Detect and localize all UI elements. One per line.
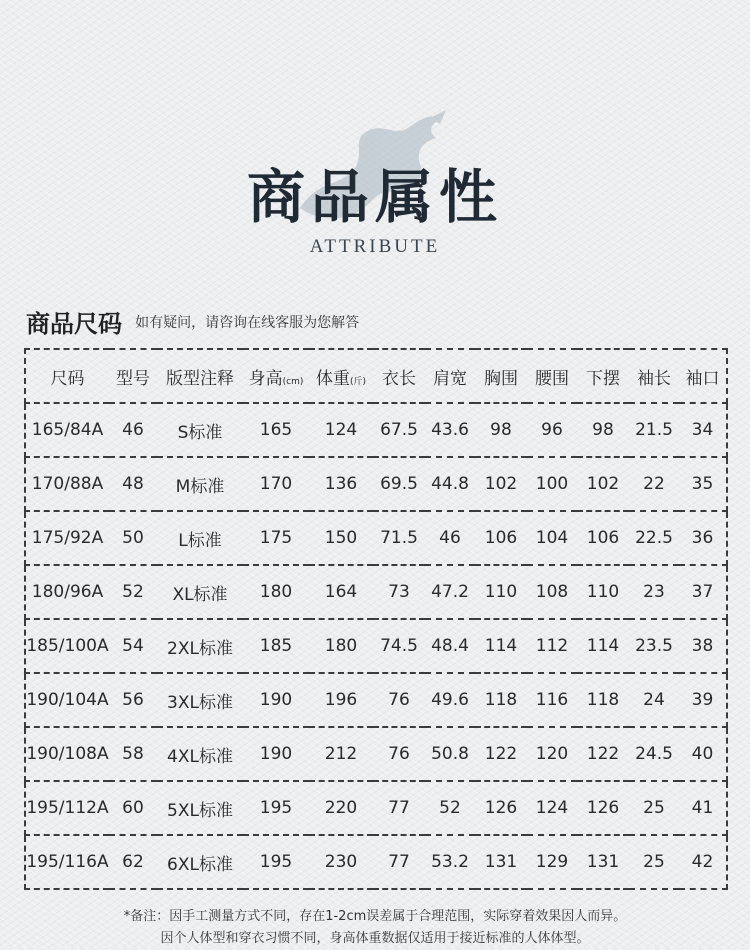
table-cell: 112 <box>527 619 577 673</box>
column-header <box>577 349 629 403</box>
table-cell: 49.6 <box>425 673 475 727</box>
table-cell: 195 <box>243 781 309 835</box>
table-cell: 40 <box>679 727 727 781</box>
table-cell: 116 <box>527 673 577 727</box>
table-cell: 53.2 <box>425 835 475 889</box>
column-header-unit: (cm) <box>282 376 304 387</box>
table-cell: 122 <box>577 727 629 781</box>
table-cell: 52 <box>109 565 157 619</box>
table-row <box>25 781 727 835</box>
table-row <box>25 511 727 565</box>
table-cell: 124 <box>527 781 577 835</box>
table-cell: 34 <box>679 403 727 457</box>
column-header <box>373 349 425 403</box>
table-cell: 106 <box>577 511 629 565</box>
table-cell: 6XL标准 <box>157 835 243 889</box>
table-cell: 131 <box>577 835 629 889</box>
table-cell: 185 <box>243 619 309 673</box>
table-cell: 50 <box>109 511 157 565</box>
table-cell: 96 <box>527 403 577 457</box>
table-cell: 118 <box>577 673 629 727</box>
table-cell: 52 <box>425 781 475 835</box>
table-cell: 136 <box>309 457 373 511</box>
table-cell: 180 <box>309 619 373 673</box>
table-cell: 71.5 <box>373 511 425 565</box>
table-cell: 122 <box>475 727 527 781</box>
table-cell: 25 <box>629 835 679 889</box>
table-cell: 195/116A <box>25 835 109 889</box>
column-header-label: 尺码 <box>50 368 85 389</box>
table-cell: 175 <box>243 511 309 565</box>
table-row <box>25 457 727 511</box>
table-cell: 74.5 <box>373 619 425 673</box>
table-cell: 22 <box>629 457 679 511</box>
table-cell: 98 <box>475 403 527 457</box>
column-header-label: 胸围 <box>484 368 518 389</box>
table-cell: 77 <box>373 835 425 889</box>
table-cell: 110 <box>577 565 629 619</box>
table-cell: L标准 <box>157 511 243 565</box>
table-cell: 56 <box>109 673 157 727</box>
table-cell: 190 <box>243 727 309 781</box>
table-cell: 3XL标准 <box>157 673 243 727</box>
page-title: 商品属性 <box>246 163 503 231</box>
table-cell: 67.5 <box>373 403 425 457</box>
table-cell: 54 <box>109 619 157 673</box>
table-cell: XL标准 <box>157 565 243 619</box>
table-cell: 60 <box>109 781 157 835</box>
table-cell: 120 <box>527 727 577 781</box>
table-cell: 212 <box>309 727 373 781</box>
table-cell: 196 <box>309 673 373 727</box>
table-cell: 24.5 <box>629 727 679 781</box>
table-cell: 165 <box>243 403 309 457</box>
table-cell: 220 <box>309 781 373 835</box>
table-cell: 39 <box>679 673 727 727</box>
table-cell: 76 <box>373 673 425 727</box>
column-header-label: 体重 <box>315 368 350 389</box>
table-cell: 22.5 <box>629 511 679 565</box>
table-cell: 190 <box>243 673 309 727</box>
table-cell: 118 <box>475 673 527 727</box>
table-cell: 114 <box>475 619 527 673</box>
table-cell: 104 <box>527 511 577 565</box>
table-cell: 102 <box>577 457 629 511</box>
table-cell: 175/92A <box>25 511 109 565</box>
table-cell: 170/88A <box>25 457 109 511</box>
table-cell: 76 <box>373 727 425 781</box>
table-cell: 47.2 <box>425 565 475 619</box>
column-header <box>25 349 109 403</box>
table-cell: 35 <box>679 457 727 511</box>
table-cell: 42 <box>679 835 727 889</box>
column-header-label: 腰围 <box>535 368 569 389</box>
table-cell: 44.8 <box>425 457 475 511</box>
section-header <box>26 304 359 339</box>
table-cell: 110 <box>475 565 527 619</box>
table-cell: 77 <box>373 781 425 835</box>
table-cell: 180 <box>243 565 309 619</box>
column-header-unit: (斤) <box>349 376 367 387</box>
table-cell: 43.6 <box>425 403 475 457</box>
column-header <box>157 349 243 403</box>
table-cell: M标准 <box>157 457 243 511</box>
table-cell: 131 <box>475 835 527 889</box>
column-header-label: 型号 <box>116 368 150 389</box>
table-cell: 165/84A <box>25 403 109 457</box>
table-cell: 62 <box>109 835 157 889</box>
table-cell: 58 <box>109 727 157 781</box>
table-row <box>25 673 727 727</box>
table-cell: 46 <box>109 403 157 457</box>
column-header <box>425 349 475 403</box>
column-header-label: 身高 <box>248 368 283 389</box>
table-cell: 170 <box>243 457 309 511</box>
table-cell: 48.4 <box>425 619 475 673</box>
column-header <box>309 349 373 403</box>
column-header-label: 版型注释 <box>166 368 234 389</box>
table-cell: 102 <box>475 457 527 511</box>
table-cell: 150 <box>309 511 373 565</box>
table-cell: 230 <box>309 835 373 889</box>
table-cell: 50.8 <box>425 727 475 781</box>
column-header <box>527 349 577 403</box>
table-cell: 36 <box>679 511 727 565</box>
table-cell: 190/108A <box>25 727 109 781</box>
table-cell: 73 <box>373 565 425 619</box>
section-note: 如有疑问，请咨询在线客服为您解答 <box>135 314 360 331</box>
table-cell: 195/112A <box>25 781 109 835</box>
table-header-row <box>25 349 727 403</box>
table-cell: 164 <box>309 565 373 619</box>
table-cell: 126 <box>475 781 527 835</box>
table-cell: 190/104A <box>25 673 109 727</box>
table-cell: 23 <box>629 565 679 619</box>
table-cell: 46 <box>425 511 475 565</box>
column-header <box>475 349 527 403</box>
column-header-label: 袖长 <box>637 368 671 389</box>
column-header-label: 袖口 <box>685 368 720 389</box>
table-cell: 37 <box>679 565 727 619</box>
table-cell: 48 <box>109 457 157 511</box>
table-cell: 21.5 <box>629 403 679 457</box>
table-cell: 106 <box>475 511 527 565</box>
table-cell: 25 <box>629 781 679 835</box>
table-cell: 2XL标准 <box>157 619 243 673</box>
column-header <box>243 349 309 403</box>
table-cell: 69.5 <box>373 457 425 511</box>
section-title: 商品尺码 <box>26 310 122 338</box>
table-cell: 4XL标准 <box>157 727 243 781</box>
column-header <box>679 349 727 403</box>
table-cell: 38 <box>679 619 727 673</box>
table-cell: S标准 <box>157 403 243 457</box>
table-row <box>25 403 727 457</box>
table-cell: 100 <box>527 457 577 511</box>
size-table <box>24 348 728 890</box>
table-cell: 124 <box>309 403 373 457</box>
table-cell: 5XL标准 <box>157 781 243 835</box>
column-header <box>109 349 157 403</box>
column-header-label: 下摆 <box>586 368 620 389</box>
table-cell: 108 <box>527 565 577 619</box>
table-cell: 41 <box>679 781 727 835</box>
table-row <box>25 565 727 619</box>
column-header-label: 衣长 <box>382 368 416 389</box>
footnote-line-1: *备注：因手工测量方式不同，存在1-2cm误差属于合理范围，实际穿着效果因人而异。 <box>123 909 627 924</box>
table-row <box>25 619 727 673</box>
table-row <box>25 727 727 781</box>
table-cell: 129 <box>527 835 577 889</box>
footnote-line-2: 因个人体型和穿衣习惯不同，身高体重数据仅适用于接近标准的人体体型。 <box>160 931 590 946</box>
table-cell: 185/100A <box>25 619 109 673</box>
table-cell: 24 <box>629 673 679 727</box>
table-cell: 23.5 <box>629 619 679 673</box>
footnote <box>0 906 750 950</box>
table-cell: 114 <box>577 619 629 673</box>
table-row <box>25 835 727 889</box>
column-header-label: 肩宽 <box>433 368 467 389</box>
column-header <box>629 349 679 403</box>
table-cell: 126 <box>577 781 629 835</box>
page-subtitle: ATTRIBUTE <box>309 236 441 257</box>
table-cell: 98 <box>577 403 629 457</box>
table-cell: 195 <box>243 835 309 889</box>
table-cell: 180/96A <box>25 565 109 619</box>
